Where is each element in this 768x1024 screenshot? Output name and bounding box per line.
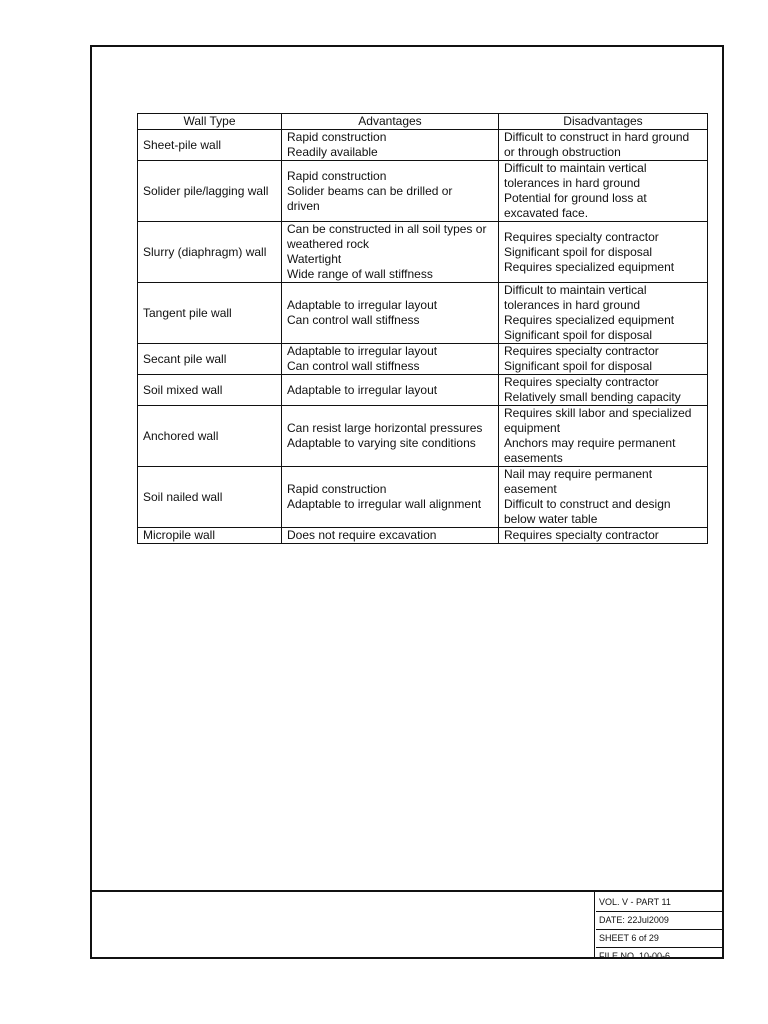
wall-type-cell: Solider pile/lagging wall [138,161,282,222]
disadvantage-line: Difficult to maintain vertical [504,283,647,297]
disadvantages-cell [499,467,708,528]
table-header-row [138,114,708,130]
advantage-line: Rapid construction [287,482,387,496]
table-row [138,130,708,161]
advantages-cell [282,528,499,544]
disadvantage-line: Requires specialty contractor [504,375,659,389]
wall-type-cell: Secant pile wall [138,344,282,375]
table-row [138,406,708,467]
disadvantage-line: Potential for ground loss at [504,191,647,205]
disadvantage-line: easement [504,482,557,496]
volume-part-label: VOL. V - PART 11 [596,894,722,912]
disadvantage-line: excavated face. [504,206,589,220]
advantage-line: Adaptable to varying site conditions [287,436,476,450]
footer-rule [92,890,722,892]
disadvantage-line: easements [504,451,563,465]
disadvantage-line: tolerances in hard ground [504,176,641,190]
table-row [138,283,708,344]
disadvantages-cell [499,375,708,406]
disadvantages-cell [499,344,708,375]
advantage-line: Rapid construction [287,130,387,144]
advantages-cell [282,406,499,467]
sheet-number-label: SHEET 6 of 29 [596,930,722,948]
advantage-line: Can resist large horizontal pressures [287,421,483,435]
disadvantage-line: Significant spoil for disposal [504,244,653,259]
disadvantages-cell [499,222,708,283]
disadvantage-line: Difficult to maintain vertical [504,161,647,175]
date-label: DATE: 22Jul2009 [596,912,722,930]
table-body [138,130,708,544]
disadvantages-cell [499,130,708,161]
advantage-line: Watertight [287,252,342,266]
table-row [138,222,708,283]
advantages-cell [282,467,499,528]
disadvantage-line: Requires specialty contractor [504,344,659,358]
sheet-frame [90,45,724,959]
disadvantage-line: Requires specialty contractor [504,229,659,244]
disadvantage-line: Requires skill labor and specialized [504,406,692,420]
wall-type-cell: Soil mixed wall [138,375,282,406]
advantages-cell [282,344,499,375]
column-header-wall-type: Wall Type [138,114,282,130]
advantage-line: Does not require excavation [287,528,437,542]
column-header-advantages: Advantages [282,114,499,130]
advantage-line: Solider beams can be drilled or [287,183,453,198]
advantage-line: Can be constructed in all soil types or [287,222,487,236]
wall-type-cell: Tangent pile wall [138,283,282,344]
advantage-line: Can control wall stiffness [287,313,420,327]
advantage-line: Adaptable to irregular layout [287,298,438,312]
disadvantage-line: equipment [504,421,561,435]
disadvantages-cell [499,161,708,222]
advantages-cell [282,375,499,406]
disadvantage-line: Requires specialty contractor [504,528,659,542]
advantage-line: Readily available [287,145,378,159]
table-row [138,375,708,406]
table-row [138,528,708,544]
wall-type-cell: Anchored wall [138,406,282,467]
disadvantages-cell [499,406,708,467]
advantage-line: driven [287,198,320,213]
column-header-disadvantages: Disadvantages [499,114,708,130]
advantages-cell [282,130,499,161]
disadvantage-line: Significant spoil for disposal [504,328,653,342]
advantage-line: Adaptable to irregular layout [287,344,438,358]
wall-type-cell: Micropile wall [138,528,282,544]
disadvantage-line: Relatively small bending capacity [504,390,681,404]
footer-divider [594,890,595,957]
table-row [138,467,708,528]
advantages-cell [282,283,499,344]
disadvantage-line: Anchors may require permanent [504,436,676,450]
disadvantage-line: or through obstruction [504,145,621,159]
wall-type-cell: Sheet-pile wall [138,130,282,161]
advantage-line: Rapid construction [287,168,387,183]
table-row [138,344,708,375]
disadvantage-line: Difficult to construct in hard ground [504,130,690,144]
disadvantages-cell [499,528,708,544]
disadvantage-line: Difficult to construct and design [504,497,671,511]
wall-type-cell: Slurry (diaphragm) wall [138,222,282,283]
disadvantages-cell [499,283,708,344]
wall-types-table [137,113,708,544]
advantages-cell [282,161,499,222]
disadvantage-line: Significant spoil for disposal [504,359,653,373]
wall-type-cell: Soil nailed wall [138,467,282,528]
table-row [138,161,708,222]
title-block [596,894,722,965]
disadvantage-line: below water table [504,512,598,526]
disadvantage-line: tolerances in hard ground [504,298,641,312]
advantage-line: Adaptable to irregular wall alignment [287,497,482,511]
disadvantage-line: Requires specialized equipment [504,313,675,327]
file-number-label: FILE NO. 10-00-6 [599,951,671,961]
disadvantage-line: Requires specialized equipment [504,259,675,274]
advantage-line: Wide range of wall stiffness [287,267,433,281]
advantage-line: weathered rock [287,237,370,251]
advantages-cell [282,222,499,283]
advantage-line: Adaptable to irregular layout [287,382,438,397]
advantage-line: Can control wall stiffness [287,359,420,373]
disadvantage-line: Nail may require permanent [504,467,653,481]
